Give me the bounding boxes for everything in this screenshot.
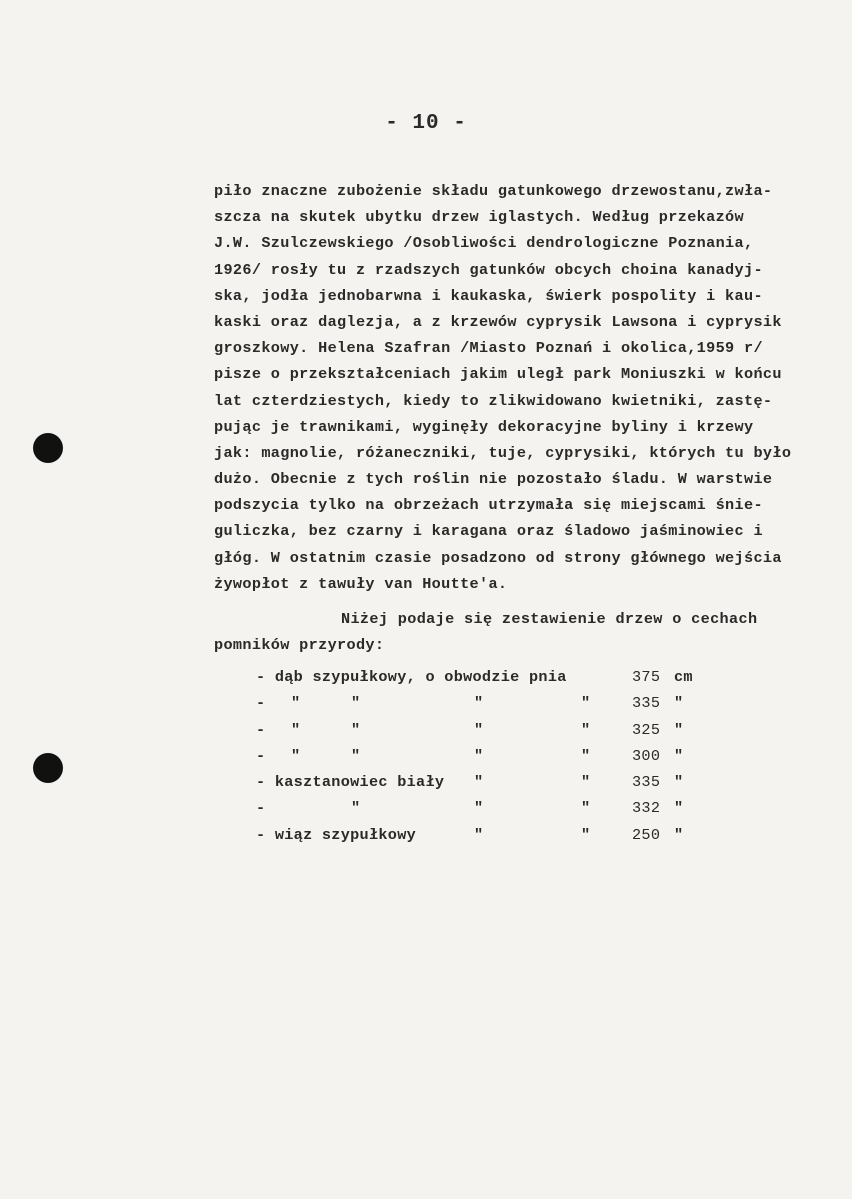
paragraph-line: 1926/ rosły tu z rzadszych gatunków obcych choina kanadyj- [214,260,763,279]
paragraph-line: podszycia tylko na obrzeżach utrzymała się miejscami śnie- [214,496,763,515]
ditto-mark: " [474,825,484,844]
ditto-mark: " [474,746,484,765]
paragraph-line: lat czterdziestych, kiedy to zlikwidowano kwietniki, zastę- [214,391,773,410]
ditto-mark: " [674,746,684,765]
ditto-mark: " [581,720,591,739]
ditto-mark: " [581,799,591,818]
ditto-mark: " [674,799,684,818]
circumference-value: 250 [632,825,661,844]
ditto-mark: " [291,694,301,713]
tree-name: - [256,799,266,818]
ditto-mark: " [674,825,684,844]
ditto-mark: " [351,720,361,739]
intro-line: pomników przyrody: [214,636,385,655]
tree-name: - [256,746,266,765]
circumference-value: 335 [632,694,661,713]
circumference-value: 332 [632,799,661,818]
tree-name: - kasztanowiec biały [256,773,445,792]
tree-name: - [256,694,266,713]
ditto-mark: " [674,773,684,792]
ditto-mark: " [291,720,301,739]
page-number: - 10 - [385,112,467,135]
intro-line: Niżej podaje się zestawienie drzew o cechach [341,610,758,628]
ditto-mark: " [581,694,591,713]
ditto-mark: " [474,799,484,818]
ditto-mark: " [674,694,684,713]
punch-hole-top [33,433,63,463]
paragraph [214,178,791,597]
paragraph-line: J.W. Szulczewskiego /Osobliwości dendrologiczne Poznania, [214,234,754,253]
paragraph-line: kaski oraz daglezja, a z krzewów cyprysik Lawsona i cyprysik [214,312,782,331]
circumference-value: 325 [632,720,661,739]
unit: cm [674,668,693,686]
paragraph-line: guliczka, bez czarny i karagana oraz śladowo jaśminowiec i [214,522,763,541]
ditto-mark: " [581,773,591,792]
paragraph-line: dużo. Obecnie z tych roślin nie pozostało śladu. W warstwie [214,470,773,489]
paragraph-line: głóg. W ostatnim czasie posadzono od strony głównego wejścia [214,548,782,567]
punch-hole-bottom [33,753,63,783]
ditto-mark: " [351,799,361,818]
ditto-mark: " [351,746,361,765]
paragraph-line: jak: magnolie, różaneczniki, tuje, cyprysiki, których tu było [214,443,792,462]
ditto-mark: " [474,773,484,792]
tree-name: - wiąz szypułkowy [256,825,417,844]
ditto-mark: " [291,746,301,765]
paragraph-line: piło znaczne zubożenie składu gatunkowego drzewostanu,zwła- [214,182,773,200]
paragraph-line: pisze o przekształceniach jakim uległ park Moniuszki w końcu [214,365,782,384]
tree-name: - dąb szypułkowy, o obwodzie pnia [256,668,567,686]
ditto-mark: " [474,694,484,713]
paragraph-line: szcza na skutek ubytku drzew iglastych. Według przekazów [214,208,744,227]
paragraph-line: pując je trawnikami, wyginęły dekoracyjne byliny i krzewy [214,417,754,436]
tree-name: - [256,720,266,739]
paragraph-line: ska, jodła jednobarwna i kaukaska, świerk pospolity i kau- [214,286,763,305]
ditto-mark: " [674,720,684,739]
circumference-value: 375 [632,668,661,686]
ditto-mark: " [581,746,591,765]
ditto-mark: " [474,720,484,739]
circumference-value: 300 [632,746,661,765]
circumference-value: 335 [632,773,661,792]
paragraph-line: groszkowy. Helena Szafran /Miasto Poznań i okolica,1959 r/ [214,339,763,358]
ditto-mark: " [581,825,591,844]
paragraph-line: żywopłot z tawuły van Houtte'a. [214,574,508,593]
ditto-mark: " [351,694,361,713]
list-intro [214,606,757,658]
